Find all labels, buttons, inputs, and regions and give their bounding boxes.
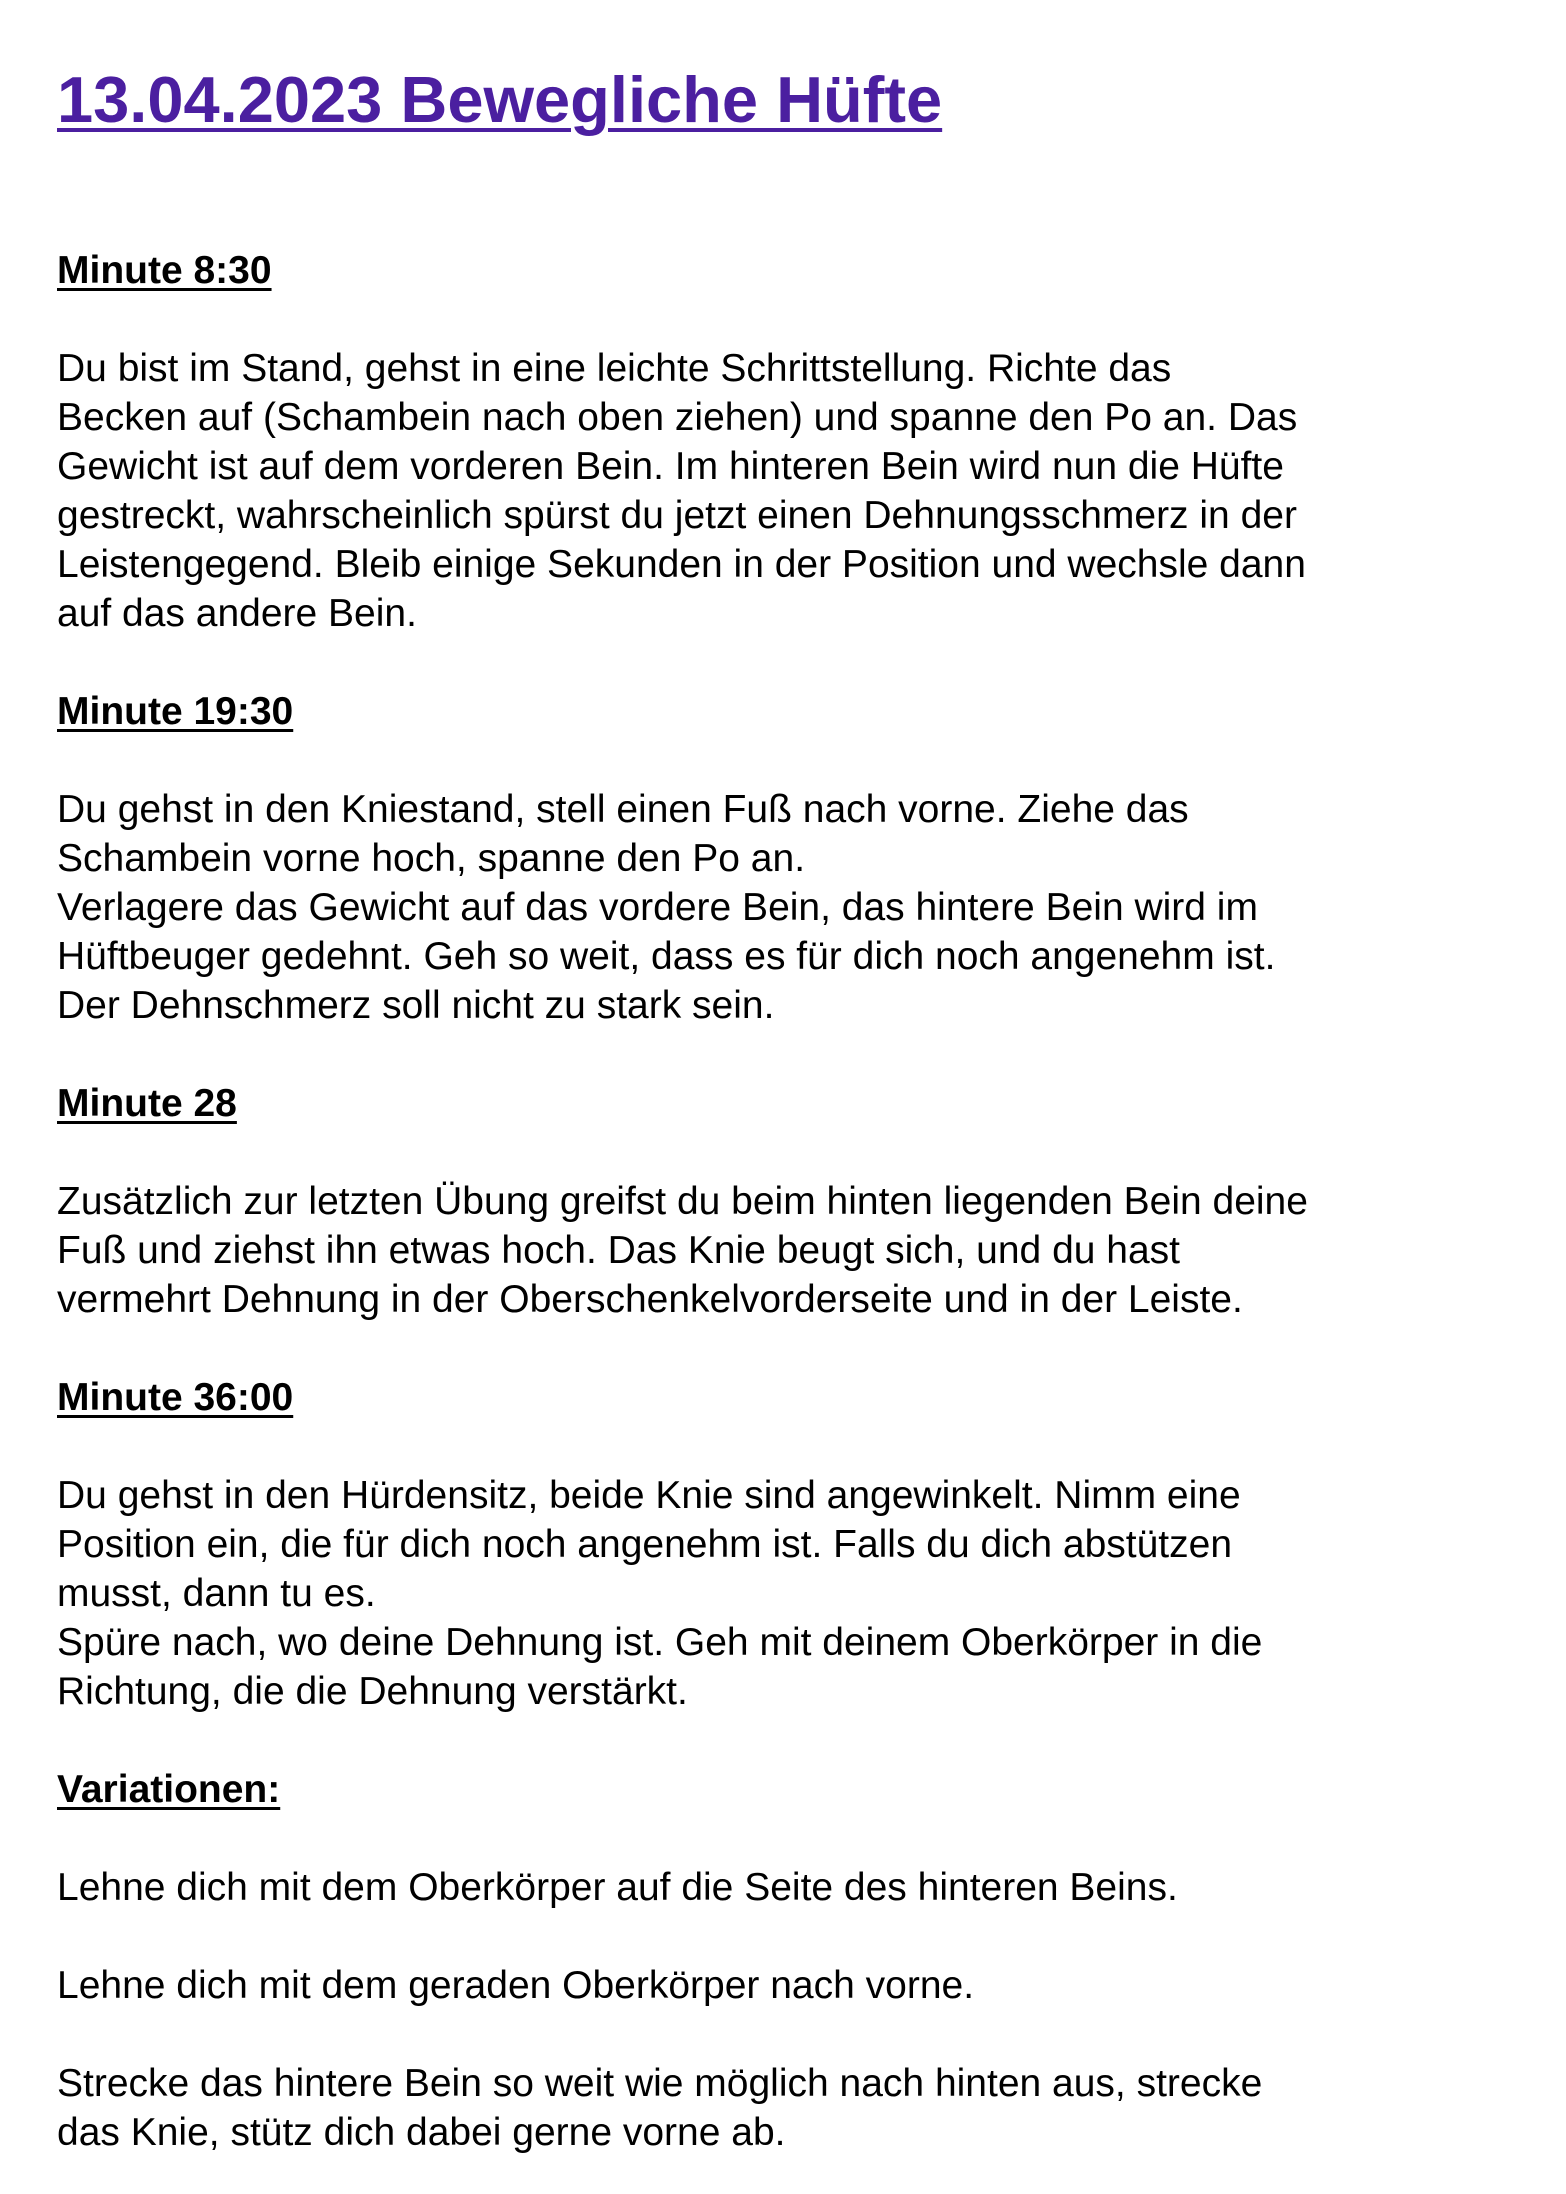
section-heading: Minute 19:30 — [57, 690, 294, 733]
section-heading: Minute 36:00 — [57, 1376, 294, 1419]
spacer — [57, 148, 1497, 246]
spacer — [57, 1324, 1497, 1373]
spacer — [57, 1422, 1497, 1471]
variation-paragraph: Lehne dich mit dem geraden Oberkörper nach vorne. — [57, 1964, 975, 2007]
spacer — [57, 1030, 1497, 1079]
section-heading: Minute 28 — [57, 1082, 237, 1125]
spacer — [57, 1814, 1497, 1863]
variation-paragraph: Lehne dich mit dem Oberkörper auf die Seite des hinteren Beins. — [57, 1866, 1178, 1909]
spacer — [57, 295, 1497, 344]
section-heading: Variationen: — [57, 1768, 281, 1811]
section-paragraph: Zusätzlich zur letzten Übung greifst du beim hinten liegenden Bein deine Fuß und ziehst ihn etwas hoch. Das Knie beugt sich, und du hast vermehrt Dehnung in der Oberschenkelvorderseite und in der Leiste. — [57, 1180, 1308, 1321]
section-minute-19-30 — [57, 687, 1497, 1079]
document-page — [57, 52, 1497, 2157]
spacer — [57, 736, 1497, 785]
section-minute-36-00 — [57, 1373, 1497, 1765]
section-paragraph: Du bist im Stand, gehst in eine leichte Schrittstellung. Richte das Becken auf (Schambein nach oben ziehen) und spanne den Po an. Das Gewicht ist auf dem vorderen Bein. Im hinteren Bein wird nun die Hüfte gestreckt, wahrscheinlich spürst du jetzt einen Dehnungsschmerz in der Leistengegend. Bleib einige Sekunden in der Position und wechsle dann auf das andere Bein. — [57, 347, 1306, 635]
section-heading: Minute 8:30 — [57, 249, 272, 292]
page-title: 13.04.2023 Bewegliche Hüfte — [57, 63, 943, 136]
spacer — [57, 1912, 1497, 1961]
spacer — [57, 1716, 1497, 1765]
section-paragraph: Du gehst in den Hürdensitz, beide Knie sind angewinkelt. Nimm eine Position ein, die für dich noch angenehm ist. Falls du dich abstützen musst, dann tu es. Spüre nach, wo deine Dehnung ist. Geh mit deinem Oberkörper in die Richtung, die die Dehnung verstärkt. — [57, 1474, 1263, 1713]
section-variationen — [57, 1765, 1497, 2157]
section-paragraph: Du gehst in den Kniestand, stell einen Fuß nach vorne. Ziehe das Schambein vorne hoch, spanne den Po an. Verlagere das Gewicht auf das vordere Bein, das hintere Bein wird im Hüftbeuger gedehnt. Geh so weit, dass es für dich noch angenehm ist. Der Dehnschmerz soll nicht zu stark sein. — [57, 788, 1276, 1027]
spacer — [57, 2010, 1497, 2059]
spacer — [57, 638, 1497, 687]
section-minute-8-30 — [57, 246, 1497, 687]
variation-paragraph: Strecke das hintere Bein so weit wie möglich nach hinten aus, strecke das Knie, stütz dich dabei gerne vorne ab. — [57, 2062, 1263, 2154]
spacer — [57, 1128, 1497, 1177]
section-minute-28 — [57, 1079, 1497, 1373]
